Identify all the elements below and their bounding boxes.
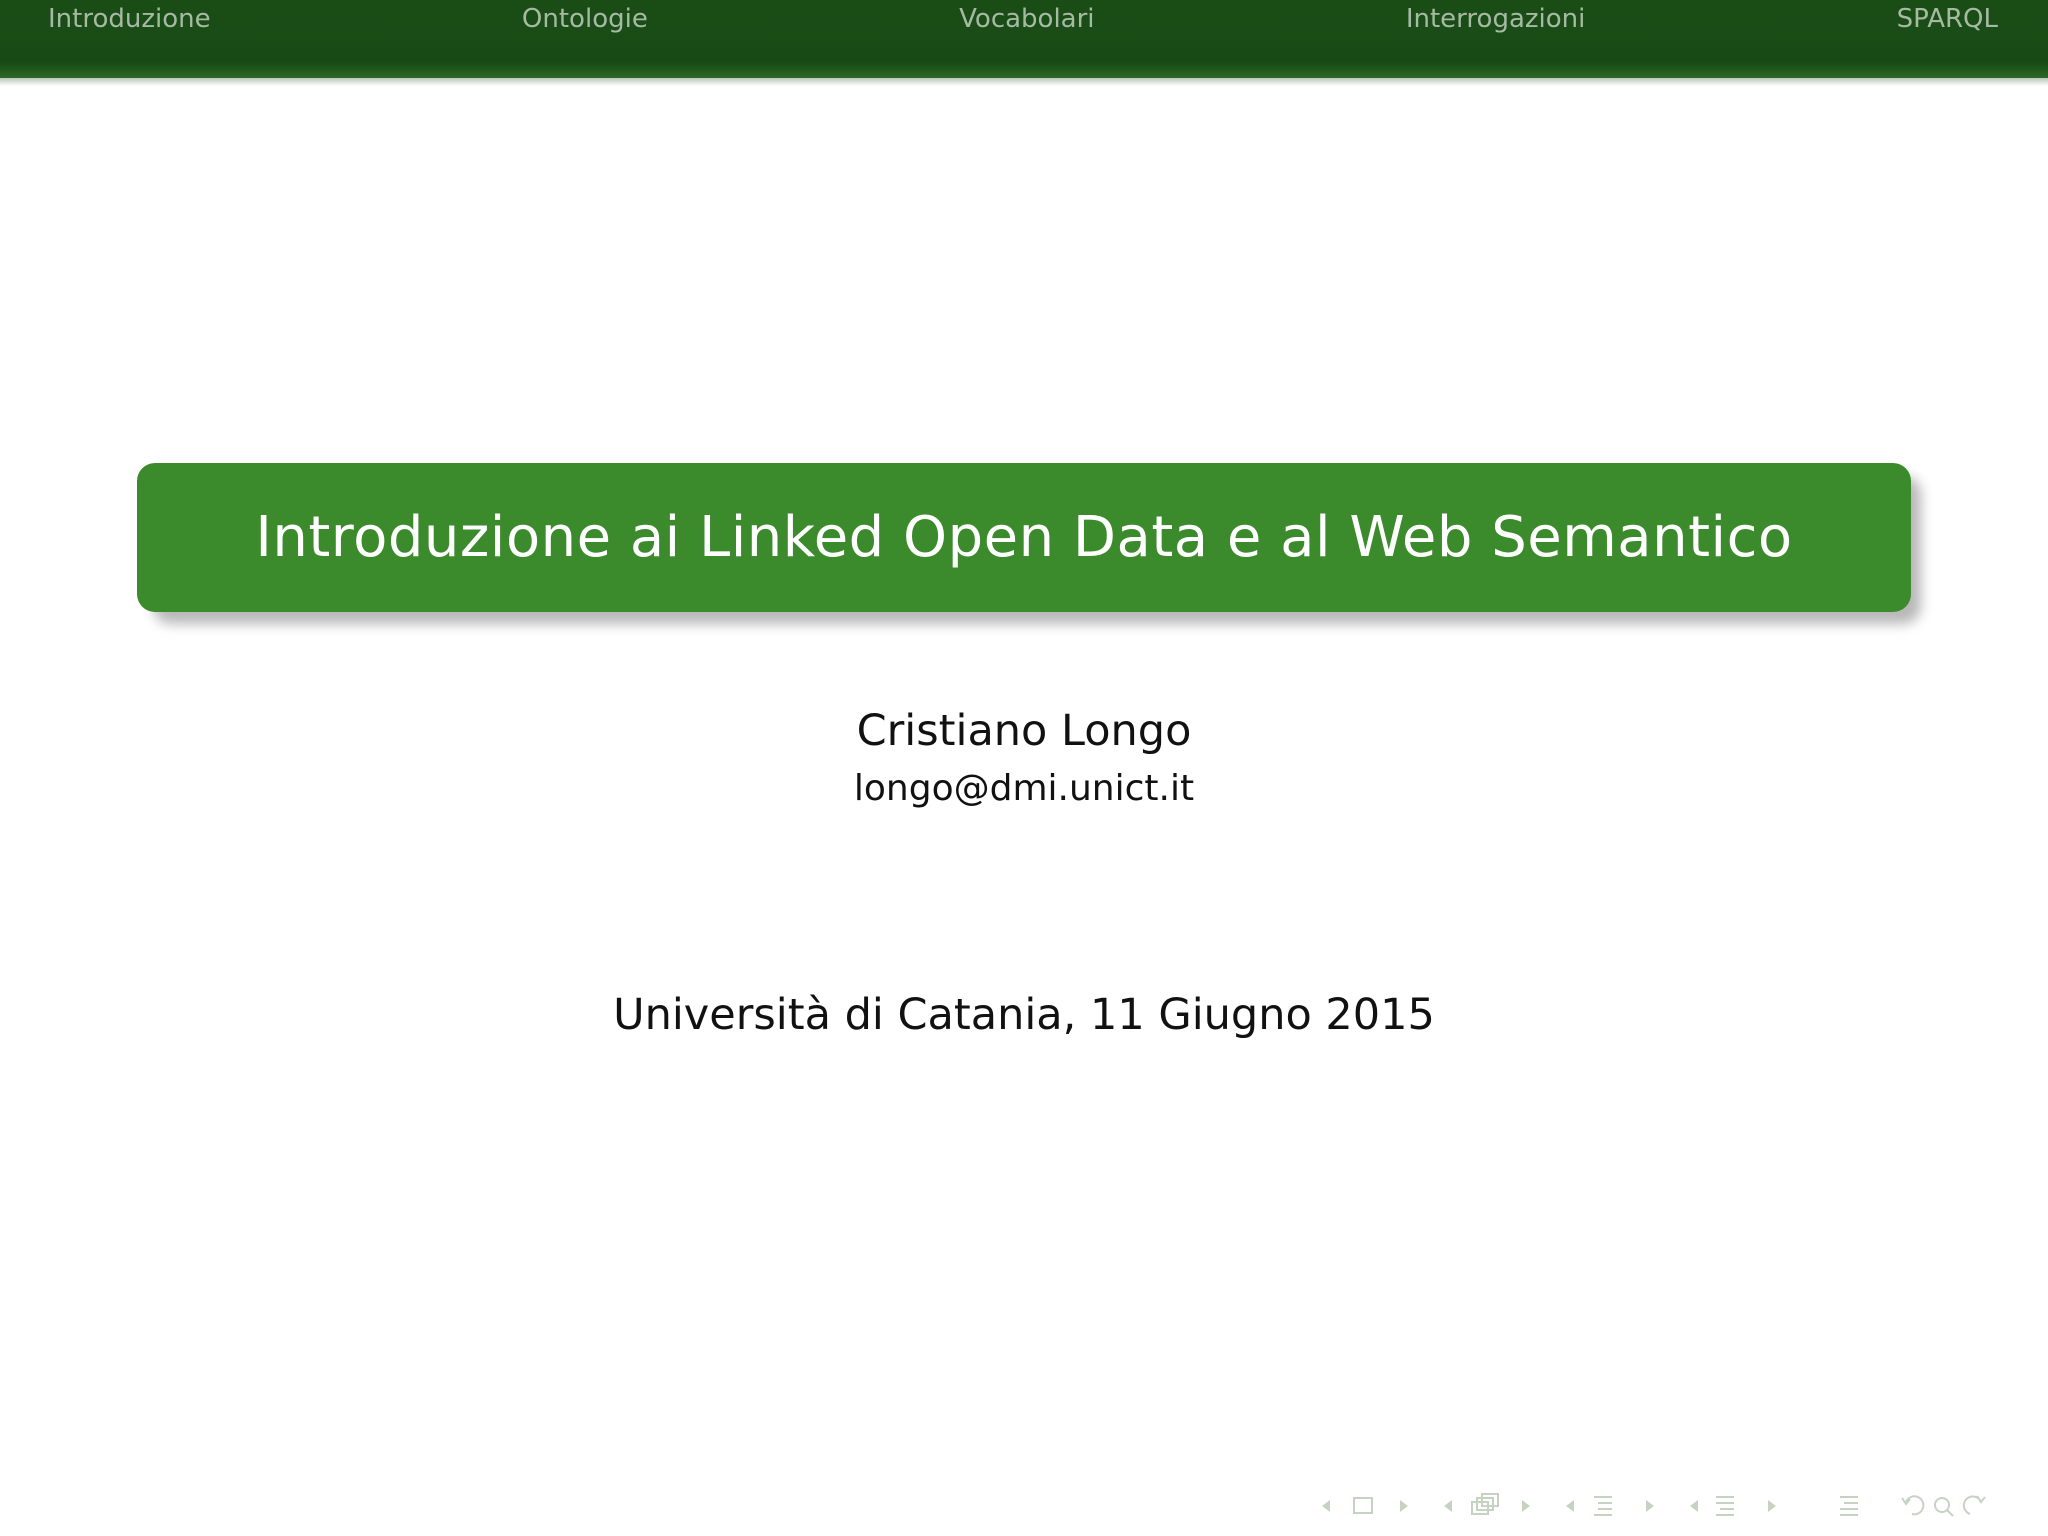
author-name: Cristiano Longo <box>856 706 1192 756</box>
presentation-title: Introduzione ai Linked Open Data e al Web Semantico <box>255 505 1793 570</box>
doc-next-icon[interactable] <box>1768 1500 1776 1512</box>
nav-item-sparql[interactable]: SPARQL <box>1896 4 1998 34</box>
frame-icon[interactable] <box>1354 1498 1372 1513</box>
author-email: longo@dmi.unict.it <box>853 768 1195 809</box>
section-icon[interactable] <box>1594 1497 1612 1515</box>
section-next-icon[interactable] <box>1646 1500 1654 1512</box>
frame-next-icon[interactable] <box>1400 1500 1408 1512</box>
nav-item-ontologie[interactable]: Ontologie <box>521 4 648 34</box>
beamer-navigation-symbols <box>1312 1488 2032 1524</box>
search-icon[interactable] <box>1935 1498 1953 1516</box>
subsection-next-icon[interactable] <box>1522 1500 1530 1512</box>
appendix-icon[interactable] <box>1840 1497 1858 1515</box>
date-and-place: Università di Catania, 11 Giugno 2015 <box>613 990 1435 1040</box>
navigation-bar-shadow <box>0 78 2048 86</box>
section-prev-icon[interactable] <box>1566 1500 1574 1512</box>
nav-item-interrogazioni[interactable]: Interrogazioni <box>1405 4 1586 34</box>
subsection-prev-icon[interactable] <box>1444 1500 1452 1512</box>
doc-prev-icon[interactable] <box>1690 1500 1698 1512</box>
nav-item-introduzione[interactable]: Introduzione <box>48 4 211 34</box>
frame-prev-icon[interactable] <box>1322 1500 1330 1512</box>
subsection-icon[interactable] <box>1472 1494 1498 1514</box>
forward-icon[interactable] <box>1964 1496 1985 1514</box>
back-icon[interactable] <box>1902 1496 1923 1514</box>
section-navigation-bar <box>0 0 2048 78</box>
doc-icon[interactable] <box>1716 1497 1734 1515</box>
title-box <box>137 463 1911 612</box>
nav-item-vocabolari[interactable]: Vocabolari <box>959 4 1095 34</box>
